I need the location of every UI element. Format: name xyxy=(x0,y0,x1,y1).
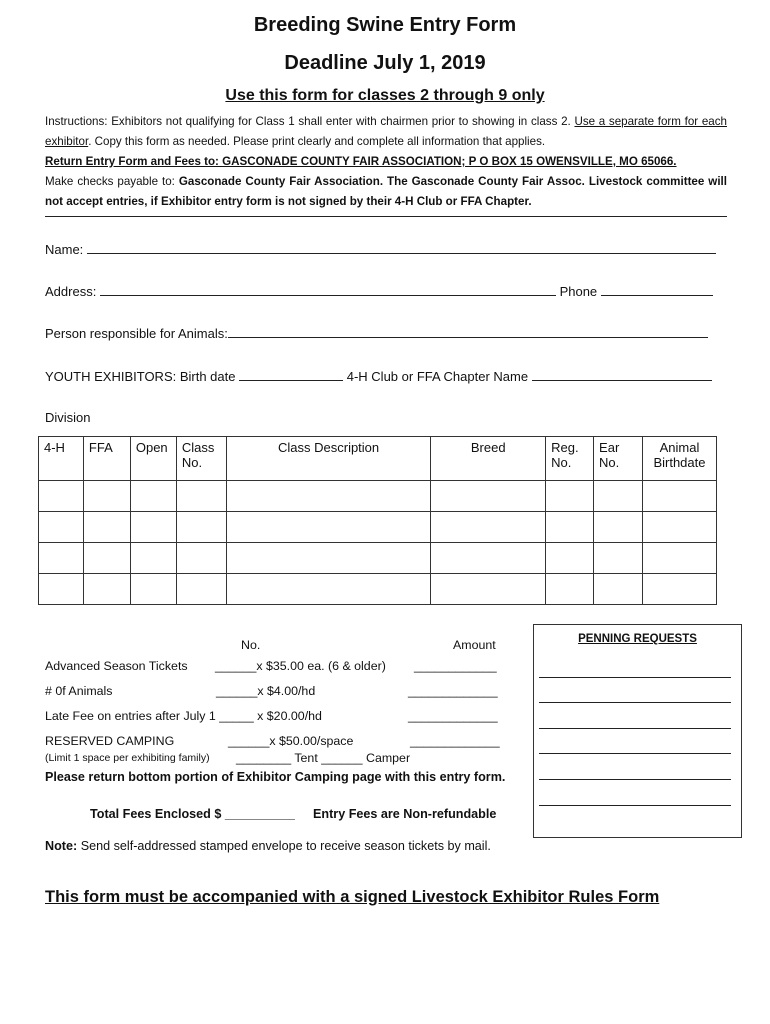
season-tickets-calc[interactable]: ______x $35.00 ea. (6 & older) xyxy=(215,659,386,673)
note-text: Send self-addressed stamped envelope to receive season tickets by mail. xyxy=(80,839,491,853)
table-cell[interactable] xyxy=(594,481,643,512)
season-tickets-label: Advanced Season Tickets xyxy=(45,659,188,673)
name-line[interactable] xyxy=(87,242,716,254)
table-cell[interactable] xyxy=(546,574,594,605)
animals-calc[interactable]: ______x $4.00/hd xyxy=(216,684,316,698)
table-row xyxy=(39,512,717,543)
instructions-text-2: . Copy this form as needed. Please print clearly and complete all information that applies. xyxy=(88,135,546,148)
note-label: Note: xyxy=(45,839,78,853)
table-cell[interactable] xyxy=(39,512,84,543)
camping-limit: (Limit 1 space per exhibiting family) xyxy=(45,752,210,764)
header-4h: 4-H xyxy=(39,437,84,481)
table-cell[interactable] xyxy=(226,574,431,605)
animals-amount[interactable]: _____________ xyxy=(408,684,498,698)
table-cell[interactable] xyxy=(431,481,546,512)
non-refundable-note: Entry Fees are Non-refundable xyxy=(313,807,497,821)
header-open: Open xyxy=(130,437,176,481)
separate-form-note: Use a separate form for each exhibitor xyxy=(45,115,727,148)
camping-label: RESERVED CAMPING xyxy=(45,734,175,748)
table-cell[interactable] xyxy=(226,543,431,574)
table-row xyxy=(39,481,717,512)
table-cell[interactable] xyxy=(226,512,431,543)
header-class-no: Class No. xyxy=(176,437,226,481)
checks-payee: Gasconade County Fair Association. The Gasconade County Fair Assoc. Livestock committee will not accept entries, if Exhibitor entry form is not signed by their 4-H Club or FFA Chapter. xyxy=(45,175,727,208)
table-cell[interactable] xyxy=(431,512,546,543)
season-ticket-note xyxy=(45,836,515,856)
penning-requests-box xyxy=(533,624,742,838)
table-cell[interactable] xyxy=(176,512,226,543)
camping-choice[interactable]: ________ Tent ______ Camper xyxy=(236,751,411,765)
fees-amount-header: Amount xyxy=(453,638,496,652)
table-cell[interactable] xyxy=(642,512,716,543)
season-tickets-amount[interactable]: ____________ xyxy=(414,659,497,673)
penning-line[interactable] xyxy=(539,677,731,678)
header-animal-birthdate: Animal Birthdate xyxy=(642,437,716,481)
header-divider xyxy=(45,216,727,217)
header-ear-no: Ear No. xyxy=(594,437,643,481)
table-cell[interactable] xyxy=(226,481,431,512)
person-responsible-line[interactable] xyxy=(228,326,708,338)
phone-line[interactable] xyxy=(601,284,713,296)
penning-line[interactable] xyxy=(539,753,731,754)
table-row xyxy=(39,543,717,574)
table-cell[interactable] xyxy=(83,512,130,543)
table-cell[interactable] xyxy=(176,574,226,605)
table-cell[interactable] xyxy=(130,543,176,574)
division-label: Division xyxy=(45,410,91,425)
table-cell[interactable] xyxy=(39,481,84,512)
table-cell[interactable] xyxy=(130,574,176,605)
birth-date-label: YOUTH EXHIBITORS: Birth date xyxy=(45,369,236,384)
penning-requests-title: PENNING REQUESTS xyxy=(578,633,697,645)
penning-line[interactable] xyxy=(539,779,731,780)
penning-line[interactable] xyxy=(539,702,731,703)
table-cell[interactable] xyxy=(431,543,546,574)
table-cell[interactable] xyxy=(83,574,130,605)
table-cell[interactable] xyxy=(431,574,546,605)
table-cell[interactable] xyxy=(594,574,643,605)
deadline: Deadline July 1, 2019 xyxy=(284,52,486,74)
address-label: Address: xyxy=(45,284,97,299)
table-cell[interactable] xyxy=(83,543,130,574)
footer-requirement: This form must be accompanied with a signed Livestock Exhibitor Rules Form xyxy=(45,888,660,906)
camping-amount[interactable]: _____________ xyxy=(410,734,500,748)
table-cell[interactable] xyxy=(176,543,226,574)
penning-line[interactable] xyxy=(539,728,731,729)
club-line[interactable] xyxy=(532,369,712,381)
table-row xyxy=(39,574,717,605)
late-fee-amount[interactable]: _____________ xyxy=(408,709,498,723)
table-cell[interactable] xyxy=(546,543,594,574)
table-cell[interactable] xyxy=(594,512,643,543)
birth-date-line[interactable] xyxy=(239,369,343,381)
table-cell[interactable] xyxy=(176,481,226,512)
late-fee-label[interactable]: Late Fee on entries after July 1 _____ x $20.00/hd xyxy=(45,709,322,723)
form-title: Breeding Swine Entry Form xyxy=(253,14,517,36)
checks-label: Make checks payable to: xyxy=(45,175,175,188)
table-cell[interactable] xyxy=(39,543,84,574)
return-address: Return Entry Form and Fees to: GASCONADE COUNTY FAIR ASSOCIATION; P O BOX 15 OWENSVILLE, MO 65066. xyxy=(45,155,677,168)
animals-label: # 0f Animals xyxy=(45,684,113,698)
table-cell[interactable] xyxy=(642,574,716,605)
header-ffa: FFA xyxy=(83,437,130,481)
entry-table xyxy=(38,436,717,605)
total-fees[interactable]: Total Fees Enclosed $ __________ xyxy=(90,807,295,821)
instructions-text: Instructions: Exhibitors not qualifying for Class 1 shall enter with chairmen prior to showing in class 2. xyxy=(45,115,571,128)
header-breed: Breed xyxy=(431,437,546,481)
table-header-row xyxy=(39,437,717,481)
header-class-description: Class Description xyxy=(226,437,431,481)
fees-no-header: No. xyxy=(241,638,261,652)
table-cell[interactable] xyxy=(594,543,643,574)
phone-label: Phone xyxy=(559,284,598,299)
table-cell[interactable] xyxy=(130,481,176,512)
table-cell[interactable] xyxy=(642,481,716,512)
subtitle: Use this form for classes 2 through 9 only xyxy=(225,87,545,104)
table-cell[interactable] xyxy=(546,512,594,543)
table-cell[interactable] xyxy=(642,543,716,574)
table-cell[interactable] xyxy=(546,481,594,512)
youth-exhibitors-field[interactable] xyxy=(45,369,712,384)
address-field[interactable] xyxy=(45,284,713,299)
name-label: Name: xyxy=(45,242,84,257)
camping-return-note: Please return bottom portion of Exhibitor Camping page with this entry form. xyxy=(45,770,506,784)
address-line[interactable] xyxy=(100,284,556,296)
table-cell[interactable] xyxy=(83,481,130,512)
camping-calc[interactable]: ______x $50.00/space xyxy=(228,734,354,748)
header-reg-no: Reg. No. xyxy=(546,437,594,481)
penning-line[interactable] xyxy=(539,805,731,806)
table-cell[interactable] xyxy=(39,574,84,605)
instructions xyxy=(45,112,727,212)
table-cell[interactable] xyxy=(130,512,176,543)
club-label: 4-H Club or FFA Chapter Name xyxy=(346,369,529,384)
person-responsible-label: Person responsible for Animals: xyxy=(45,326,228,341)
person-responsible-field[interactable] xyxy=(45,326,708,341)
name-field[interactable] xyxy=(45,242,716,257)
